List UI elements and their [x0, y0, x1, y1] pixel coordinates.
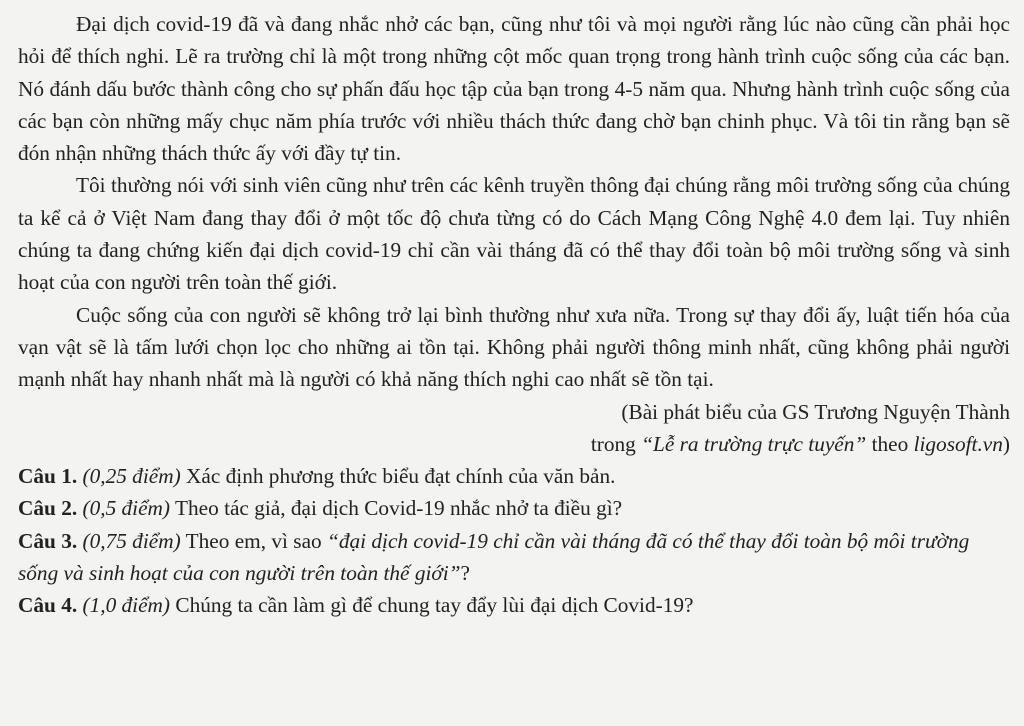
question-score: (0,5 điểm) — [82, 496, 171, 521]
question-after: ? — [460, 561, 470, 586]
question-4 — [18, 589, 1010, 621]
paragraph-1: Đại dịch covid-19 đã và đang nhắc nhở các bạn, cũng như tôi và mọi người rằng lúc nào cũng cần phải học hỏi để thích nghi. Lẽ ra trường chỉ là một trong những cột mốc quan trọng trong hành trình cuộc sống của các bạn. Nó đánh dấu bước thành công cho sự phấn đấu học tập của bạn trong 4-5 năm qua. Nhưng hành trình cuộc sống của các bạn còn những mấy chục năm phía trước với nhiều thách thức đang chờ bạn chinh phục. Và tôi tin rằng bạn sẽ đón nhận những thách thức ấy với đầy tự tin. — [18, 12, 1010, 166]
source-close: ) — [1002, 431, 1010, 456]
question-label: Câu 4. — [18, 593, 78, 618]
question-text: Theo tác giả, đại dịch Covid-19 nhắc nhở ta điều gì? — [174, 496, 623, 521]
source-line-2 — [18, 428, 1010, 460]
source-site: ligosoft.vn — [913, 431, 1003, 456]
question-quote: “đại dịch covid-19 chỉ cần vài tháng đã có thể thay đổi toàn bộ môi trường sống và sinh hoạt của con người trên toàn thế giới” — [18, 528, 970, 586]
question-score: (0,25 điểm) — [82, 464, 181, 489]
question-score: (1,0 điểm) — [82, 593, 171, 618]
question-text: Xác định phương thức biểu đạt chính của văn bản. — [186, 464, 616, 489]
source-line-1: (Bài phát biểu của GS Trương Nguyện Thành — [621, 399, 1010, 424]
question-label: Câu 3. — [18, 528, 78, 553]
source-citation — [18, 396, 1010, 461]
question-1 — [18, 460, 1010, 492]
source-prefix: trong — [590, 431, 642, 456]
question-2 — [18, 492, 1010, 524]
question-3 — [18, 525, 1010, 590]
paragraph-2: Tôi thường nói với sinh viên cũng như trên các kênh truyền thông đại chúng rằng môi trường sống của chúng ta kể cả ở Việt Nam đang thay đổi ở một tốc độ chưa từng có do Cách Mạng Công Nghệ 4.0 đem lại. Tuy nhiên chúng ta đang chứng kiến đại dịch covid-19 chỉ cần vài tháng đã có thể thay đổi toàn bộ môi trường sống và sinh hoạt của con người trên toàn thế giới. — [18, 173, 1010, 295]
question-score: (0,75 điểm) — [82, 528, 181, 553]
question-text: Theo em, vì sao — [185, 528, 327, 553]
source-title: “Lễ ra trường trực tuyến” — [641, 431, 867, 456]
question-text: Chúng ta cần làm gì để chung tay đẩy lùi đại dịch Covid-19? — [175, 593, 694, 618]
source-middle: theo — [866, 431, 914, 456]
paragraph-3: Cuộc sống của con người sẽ không trở lại bình thường như xưa nữa. Trong sự thay đổi ấy, luật tiến hóa của vạn vật sẽ là tấm lưới chọn lọc cho những ai tồn tại. Không phải người thông minh nhất, cũng không phải người mạnh nhất hay nhanh nhất mà là người có khả năng thích nghi cao nhất sẽ tồn tại. — [18, 302, 1010, 392]
question-label: Câu 2. — [18, 496, 78, 521]
question-label: Câu 1. — [18, 464, 78, 489]
